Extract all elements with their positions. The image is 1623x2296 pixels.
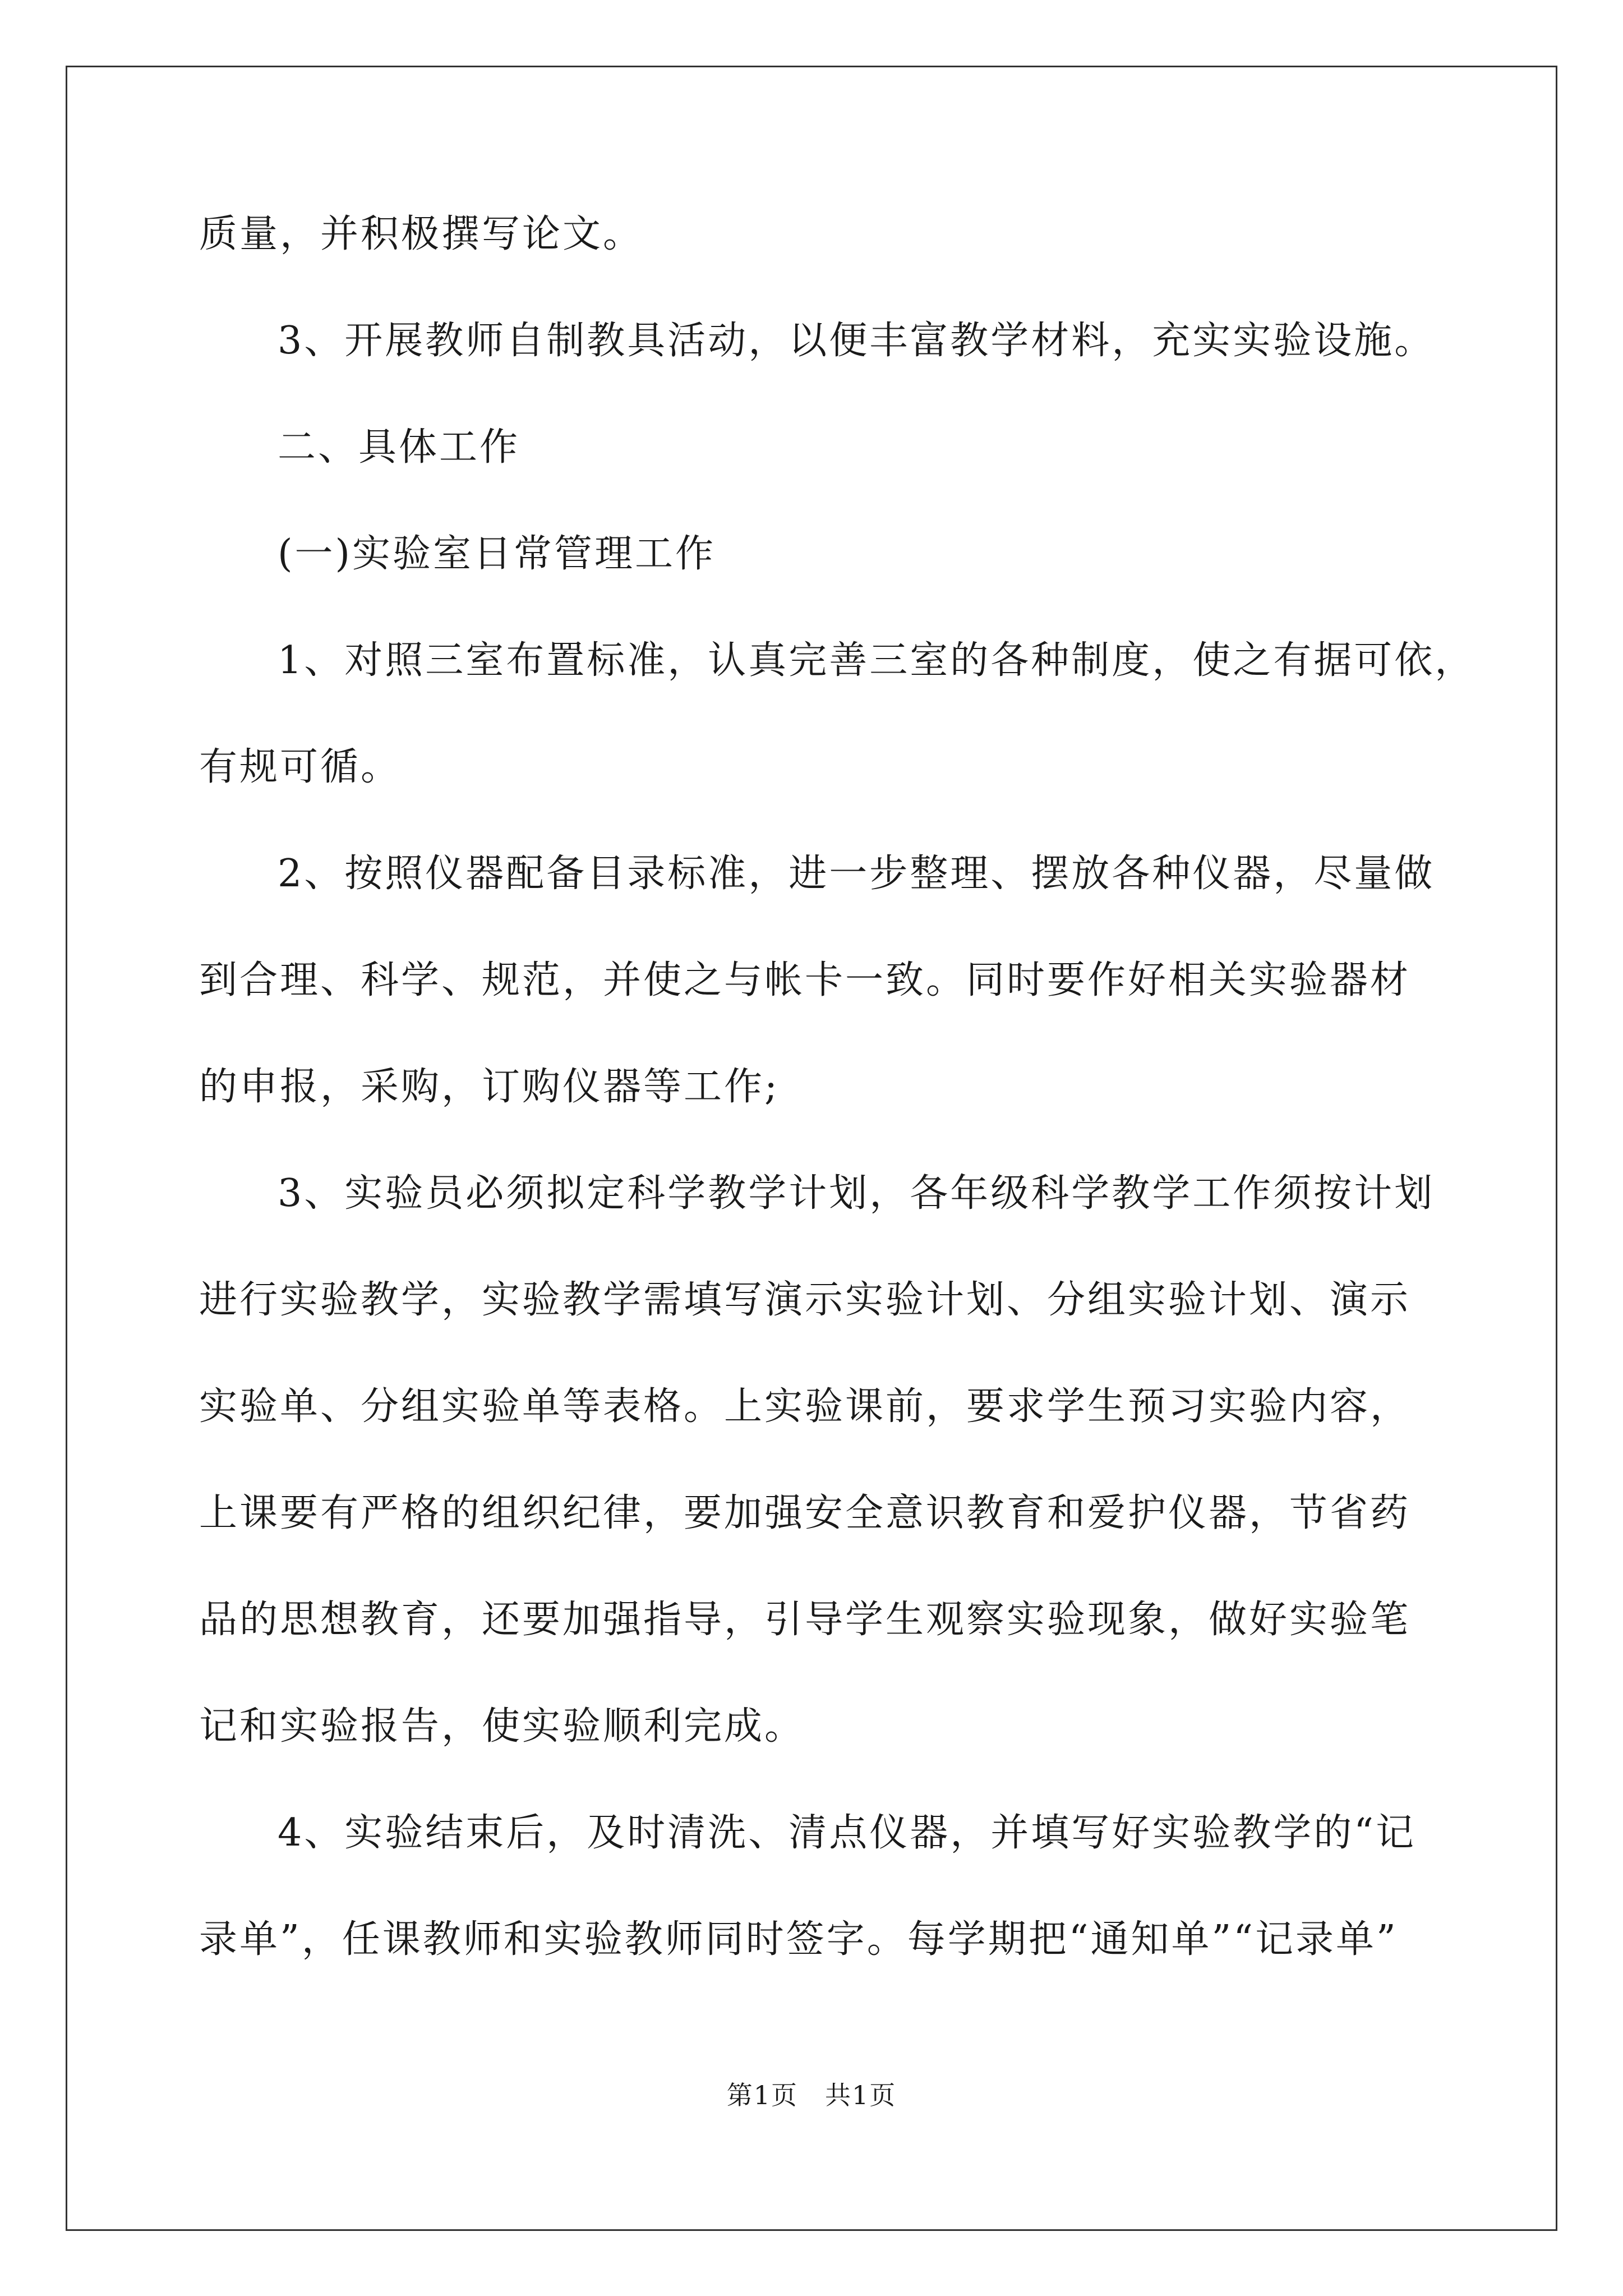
paragraph-line: 的申报，采购，订购仪器等工作; (199, 1065, 780, 1109)
paragraph-line: 有规可循。 (199, 745, 402, 789)
page-footer: 第1页 共1页 (726, 2080, 897, 2110)
paragraph-line: 上课要有严格的组织纪律，要加强安全意识教育和爱护仪器，节省药 (199, 1491, 1411, 1535)
paragraph-line: 4、实验结束后，及时清洗、清点仪器，并填写好实验教学的“记 (278, 1811, 1417, 1855)
subsection-heading: (一)实验室日常管理工作 (278, 532, 716, 576)
paragraph-line: 记和实验报告，使实验顺利完成。 (199, 1704, 805, 1749)
paragraph-line: 3、开展教师自制教具活动，以便丰富教学材料，充实实验设施。 (278, 319, 1435, 363)
paragraph-line: 进行实验教学，实验教学需填写演示实验计划、分组实验计划、演示 (199, 1278, 1411, 1322)
paragraph-line: 品的思想教育，还要加强指导，引导学生观察实验现象，做好实验笔 (199, 1598, 1411, 1642)
paragraph-line: 2、按照仪器配备目录标准，进一步整理、摆放各种仪器，尽量做 (278, 852, 1435, 896)
paragraph-line: 质量，并积极撰写论文。 (199, 212, 644, 256)
paragraph-line: 到合理、科学、规范，并使之与帐卡一致。同时要作好相关实验器材 (199, 958, 1411, 1002)
document-body (199, 208, 1476, 1967)
section-heading: 二、具体工作 (278, 425, 520, 470)
paragraph-line: 录单”，任课教师和实验教师同时签字。每学期把“通知单”“记录单” (199, 1917, 1398, 1962)
paragraph-line: 3、实验员必须拟定科学教学计划，各年级科学教学工作须按计划 (278, 1171, 1435, 1216)
paragraph-line: 实验单、分组实验单等表格。上实验课前，要求学生预习实验内容， (199, 1384, 1411, 1429)
paragraph-line: 1、对照三室布置标准，认真完善三室的各种制度，使之有据可依， (278, 638, 1476, 683)
